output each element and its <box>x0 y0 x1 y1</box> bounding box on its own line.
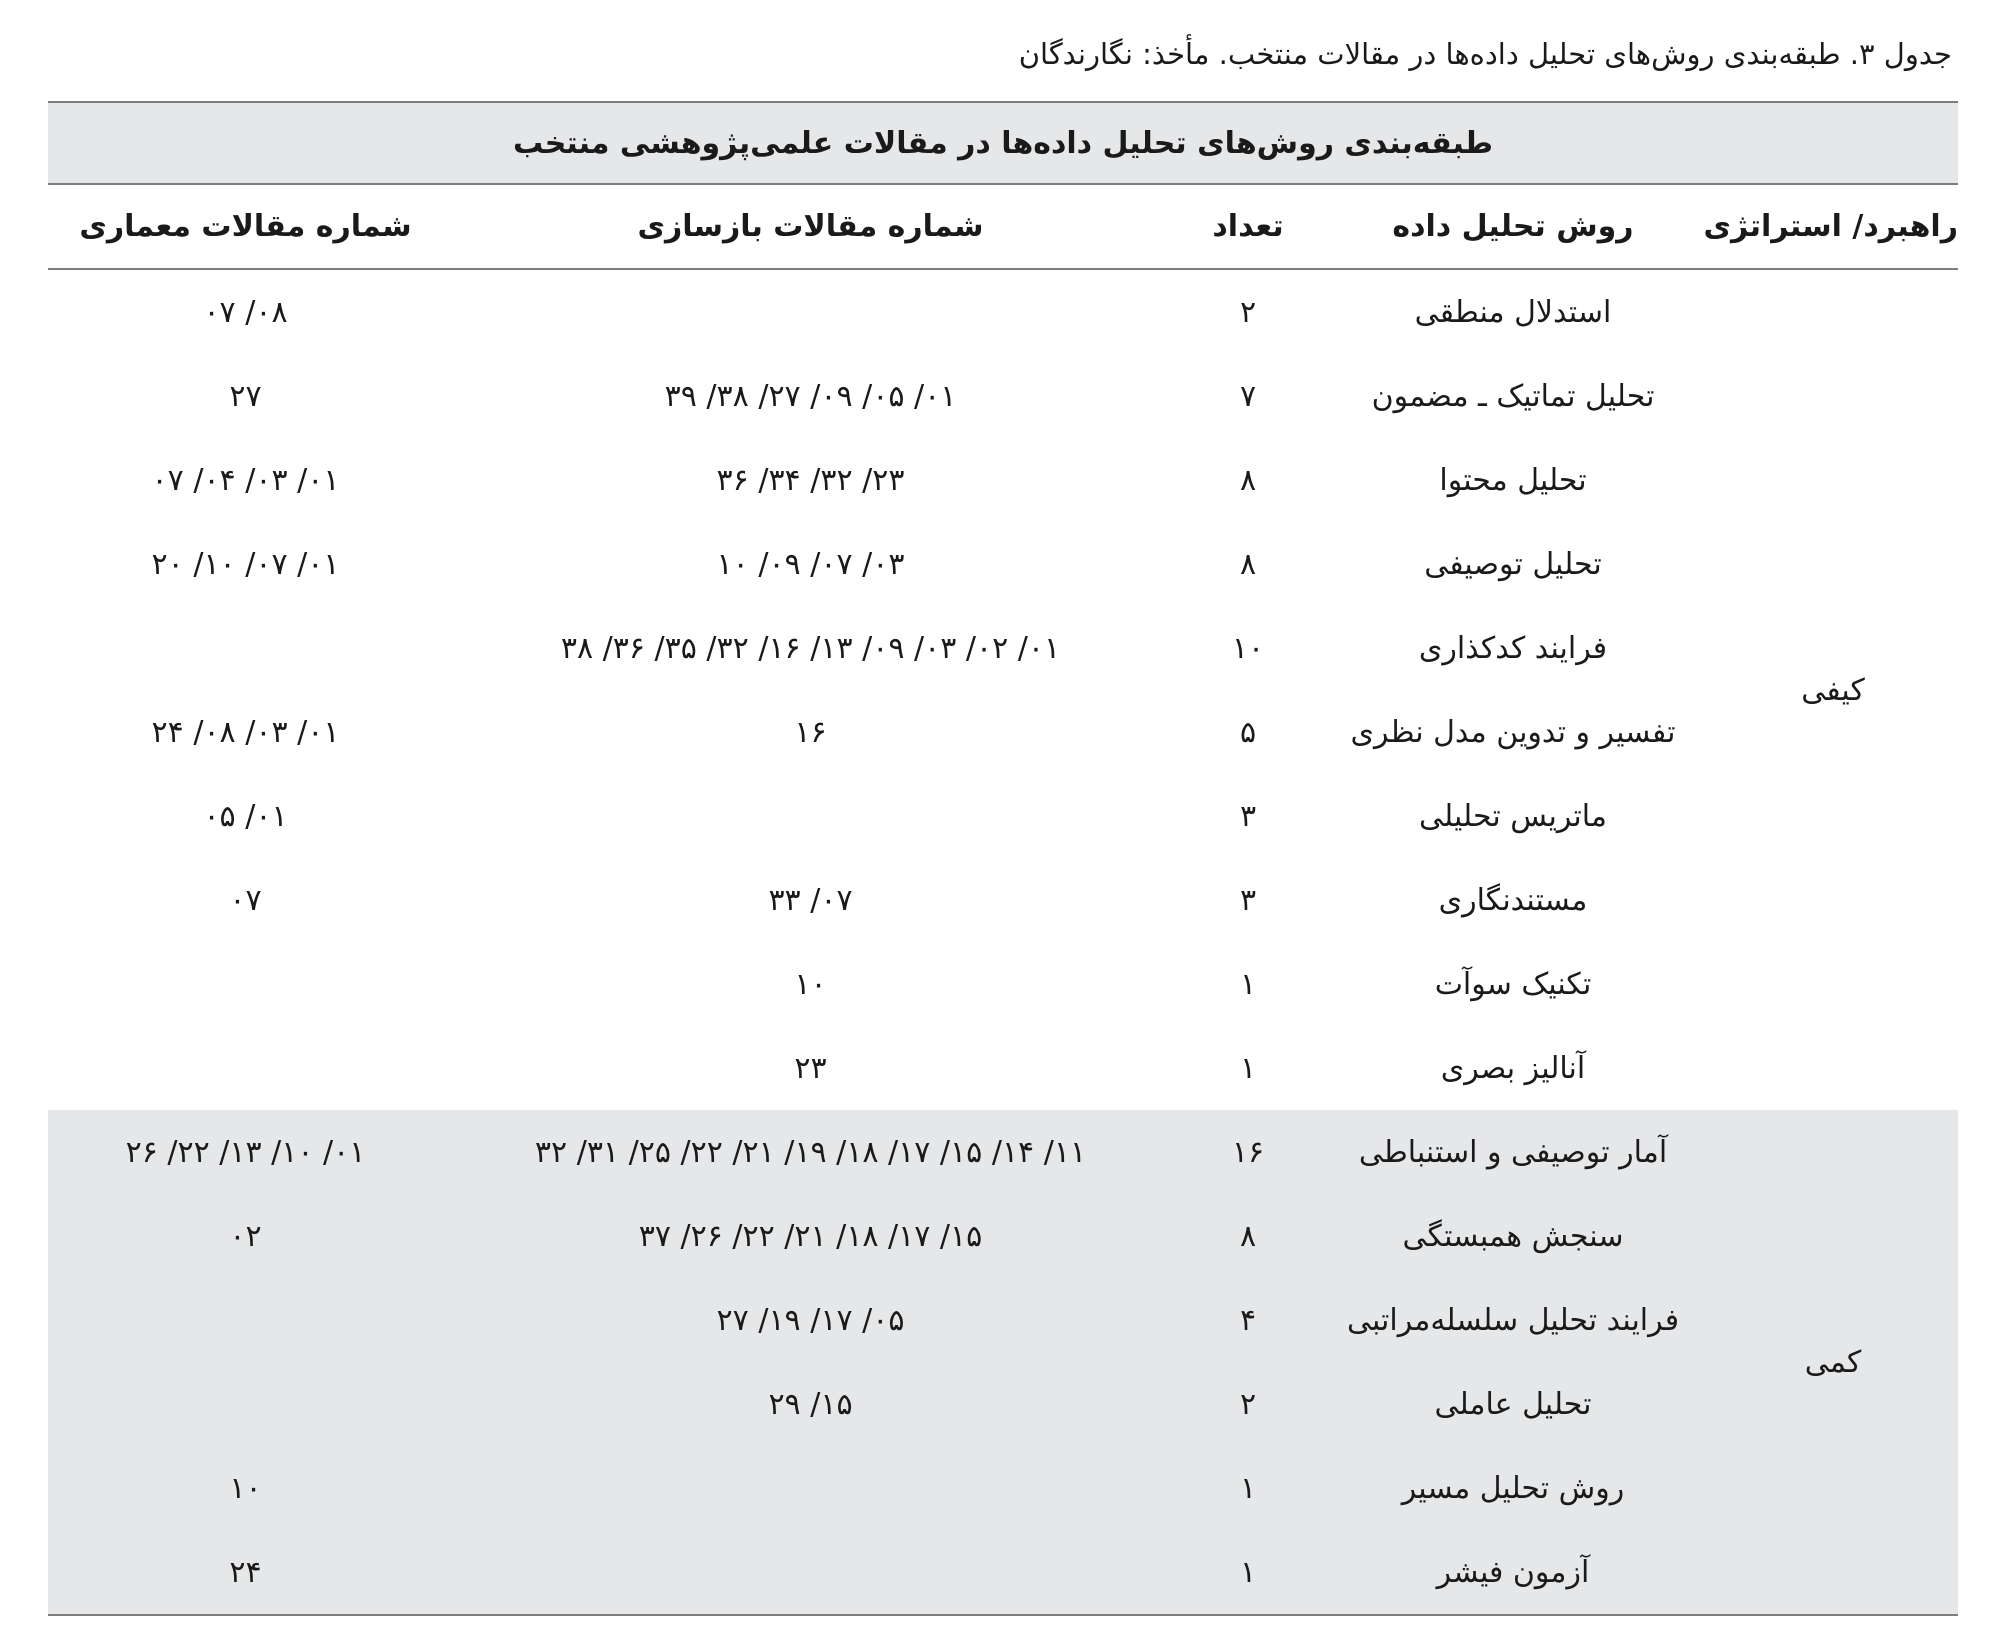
header-arch-articles: شماره مقالات معماری <box>79 209 412 244</box>
group-qualitative <box>48 270 1958 1110</box>
group-quantitative <box>48 1110 1958 1616</box>
method-cell: تحلیل محتوا <box>1439 462 1587 498</box>
count-cell: ۸ <box>1239 546 1257 582</box>
method-cell: تفسیر و تدوین مدل نظری <box>1350 714 1676 750</box>
arch-cell: ۰۱/ ۰۷/ ۱۰/ ۲۰ <box>151 546 340 582</box>
arch-cell: ۰۸/ ۰۷ <box>203 294 288 330</box>
data-analysis-table <box>48 101 1958 1616</box>
arch-cell: ۰۲ <box>229 1218 262 1254</box>
table-row <box>48 354 1708 438</box>
method-cell: استدلال منطقی <box>1414 294 1612 330</box>
arch-cell: ۲۴ <box>229 1554 262 1590</box>
table-title: طبقه‌بندی روش‌های تحلیل داده‌ها در مقالات علمی‌پژوهشی منتخب <box>48 101 1958 185</box>
table-row <box>48 1278 1708 1362</box>
count-cell: ۱ <box>1239 966 1257 1002</box>
strategy-label: کیفی <box>1801 672 1865 708</box>
count-cell: ۲ <box>1239 294 1257 330</box>
table-row <box>48 1026 1708 1110</box>
table-row <box>48 1194 1708 1278</box>
arch-cell: ۲۷ <box>229 378 262 414</box>
recon-cell: ۰۳/ ۰۷/ ۰۹/ ۱۰ <box>716 546 905 582</box>
table-row <box>48 1362 1708 1446</box>
table-header-row <box>48 185 1958 270</box>
arch-cell: ۰۱/ ۰۳/ ۰۴/ ۰۷ <box>151 462 340 498</box>
arch-cell: ۰۷ <box>229 882 262 918</box>
recon-cell: ۰۵/ ۱۷/ ۱۹/ ۲۷ <box>716 1302 905 1338</box>
method-cell: آزمون فیشر <box>1436 1554 1590 1590</box>
count-cell: ۱ <box>1239 1470 1257 1506</box>
method-cell: ماتریس تحلیلی <box>1419 798 1607 834</box>
table-row <box>48 1530 1708 1614</box>
table-row <box>48 942 1708 1026</box>
count-cell: ۷ <box>1239 378 1257 414</box>
count-cell: ۳ <box>1239 882 1257 918</box>
count-cell: ۸ <box>1239 462 1257 498</box>
table-row <box>48 522 1708 606</box>
count-cell: ۱ <box>1239 1554 1257 1590</box>
count-cell: ۲ <box>1239 1386 1257 1422</box>
recon-cell: ۱۶ <box>794 714 827 750</box>
count-cell: ۱۶ <box>1231 1134 1265 1170</box>
arch-cell: ۰۱/ ۰۳/ ۰۸/ ۲۴ <box>151 714 340 750</box>
method-cell: آنالیز بصری <box>1440 1050 1586 1086</box>
table-row <box>48 858 1708 942</box>
count-cell: ۸ <box>1239 1218 1257 1254</box>
arch-cell: ۰۱/ ۰۵ <box>203 798 288 834</box>
arch-cell: ۱۰ <box>229 1470 262 1506</box>
header-count: تعداد <box>1212 209 1284 244</box>
table-row <box>48 774 1708 858</box>
method-cell: روش تحلیل مسیر <box>1401 1470 1625 1506</box>
count-cell: ۴ <box>1239 1302 1257 1338</box>
arch-cell: ۰۱/ ۱۰/ ۱۳/ ۲۲/ ۲۶ <box>125 1134 366 1170</box>
count-cell: ۱ <box>1239 1050 1257 1086</box>
header-strategy: راهبرد/ استراتژی <box>1703 209 1958 244</box>
method-cell: آمار توصیفی و استنباطی <box>1358 1134 1668 1170</box>
table-row <box>48 438 1708 522</box>
header-recon-articles: شماره مقالات بازسازی <box>637 209 984 244</box>
recon-cell: ۰۱/ ۰۵/ ۰۹/ ۲۷/ ۳۸/ ۳۹ <box>664 378 957 414</box>
count-cell: ۳ <box>1239 798 1257 834</box>
method-cell: سنجش همبستگی <box>1402 1218 1624 1254</box>
strategy-label: کمی <box>1804 1344 1862 1380</box>
table-row <box>48 270 1708 354</box>
recon-cell: ۰۱/ ۰۲/ ۰۳/ ۰۹/ ۱۳/ ۱۶/ ۳۲/ ۳۵/ ۳۶/ ۳۸ <box>560 630 1061 666</box>
table-row <box>48 606 1708 690</box>
method-cell: فرایند کدکذاری <box>1418 630 1608 666</box>
recon-cell: ۲۳ <box>794 1050 827 1086</box>
method-cell: مستندنگاری <box>1438 882 1588 918</box>
recon-cell: ۱۱/ ۱۴/ ۱۵/ ۱۷/ ۱۸/ ۱۹/ ۲۱/ ۲۲/ ۲۵/ ۳۱/ ۳۲ <box>534 1134 1087 1170</box>
method-cell: تکنیک سوآت <box>1434 966 1592 1002</box>
method-cell: تحلیل عاملی <box>1434 1386 1592 1422</box>
method-cell: تحلیل توصیفی <box>1424 546 1602 582</box>
recon-cell: ۰۷/ ۳۳ <box>768 882 853 918</box>
table-caption: جدول ۳. طبقه‌بندی روش‌های تحلیل داده‌ها در مقالات منتخب. مأخذ: نگارندگان <box>1018 37 1952 71</box>
recon-cell: ۱۵/ ۱۷/ ۱۸/ ۲۱/ ۲۲/ ۲۶/ ۳۷ <box>638 1218 983 1254</box>
table-row <box>48 1110 1708 1194</box>
table-row <box>48 690 1708 774</box>
table-row <box>48 1446 1708 1530</box>
count-cell: ۱۰ <box>1231 630 1265 666</box>
header-method: روش تحلیل داده <box>1392 209 1634 244</box>
count-cell: ۵ <box>1239 714 1257 750</box>
recon-cell: ۲۳/ ۳۲/ ۳۴/ ۳۶ <box>716 462 905 498</box>
method-cell: فرایند تحلیل سلسله‌مراتبی <box>1346 1302 1680 1338</box>
recon-cell: ۱۰ <box>794 966 827 1002</box>
recon-cell: ۱۵/ ۲۹ <box>768 1386 853 1422</box>
method-cell: تحلیل تماتیک ـ مضمون <box>1371 378 1655 414</box>
